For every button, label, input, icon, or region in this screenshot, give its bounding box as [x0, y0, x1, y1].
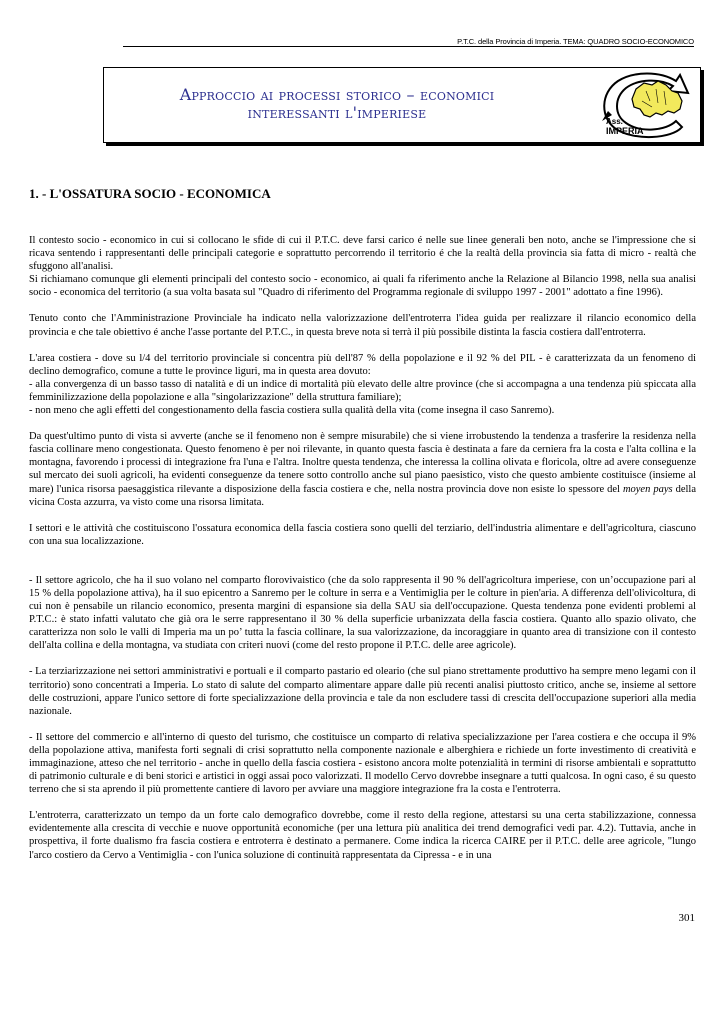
- title-box: [103, 67, 701, 143]
- paragraph-1: Il contesto socio - economico in cui si collocano le sfide di cui il P.T.C. deve farsi carico é nelle sue linee generali ben noto, anche se l'impressione che si ricava sentendo i rappresentanti delle principali categorie e soprattutto percorrendo il territorio é che la realtà della provincia sia fatta di micro - realtà che sfuggono all'analisi.: [29, 235, 696, 273]
- logo-graphic: [594, 71, 698, 141]
- paragraph-4-item-b: - non meno che agli effetti del congestionamento della fascia costiera sulla qualità della vita (come insegna il caso Sanremo).: [29, 405, 555, 417]
- paragraph-5-end: della vicina Costa azzurra, va visto come una risorsa limitata.: [29, 483, 696, 508]
- paragraph-8: - La terziarizzazione nei settori amministrativi e portuali e il comparto pastario ed oleario (che sul piano strettamente produttivo ha sempre meno legami con il territorio) sono concentrati a Imperia. Lo stato di salute del comparto alimentare appare dalle più recenti analisi piuttosto critico, anche se, insieme al settore delle costruzioni, appare l'unico settore di forte specializzazione della provincia e tale da non escludere tassi di crescita dell'occupazione superiori alla media nazionale.: [29, 666, 696, 717]
- paragraph-4: L'area costiera - dove su l/4 del territorio provinciale si concentra più dell'87 % della popolazione e il 92 % del PIL - è caratterizzata da un fenomeno di declino demografico, comune a tutte le province liguri, ma in questa area dovuto:: [29, 352, 696, 377]
- paragraph-7: - Il settore agricolo, che ha il suo volano nel comparto florovivaistico (che da solo rappresenta il 90 % dell'agricoltura imperiese, con un’occupazione pari al 15 % della popolazione attiva), ha il suo epicentro a Sanremo per le colture in serra e a Ventimiglia per le colture in pien'aria. A differenza dell'olivicoltura, di cui non è pensabile un rilancio economico, presenta margini di espansione sia della SAU sia dell'occupazione. Questa tendenza pone evidenti problemi al P.T.C.: è stato infatti valutato che già ora le serre rappresentano il 30 % della superficie urbanizzata della fascia costiera. Quanto allo spazio olivato, che caratterizza non solo le valli di Imperia ma un po’ tutta la fascia collinare, la sua valorizzazione, da incoraggiare in quanto area di transizione con il contesto dell'alta collina e della montagna, va studiata con criteri nuovi (come del resto propone il P.T.C. delle aree agricole).: [29, 574, 696, 652]
- paragraph-10: L'entroterra, caratterizzato un tempo da un forte calo demografico dovrebbe, come il resto della regione, attestarsi su una certa stabilizzazione, connessa evidentemente alla crescita di vecchie e nuove opportunità economiche (per una lettura più analitica dei trend demografici vedi par. 4.2). Tuttavia, anche in prospettiva, il forte dualismo fra fascia costiera e entroterra è destinato a permanere. Come indica la ricerca CAIRE per il P.T.C. delle aree agricole, "lungo l'arco costiero da Cervo a Ventimiglia - con l'unica soluzione di continuità rappresentata da Cipressa - e in una: [29, 810, 696, 861]
- paragraph-4-item-a: - alla convergenza di un basso tasso di natalità e di un indice di mortalità più elevato delle altre province (che si accompagna a una tendenza più spiccata alla femminilizzazione della popolazione e alla "singolarizzazione" della struttura familiare);: [29, 378, 696, 403]
- running-header: P.T.C. della Provincia di Imperia. TEMA: QUADRO SOCIO-ECONOMICO: [457, 37, 694, 46]
- paragraph-5-italic: moyen pays: [622, 483, 673, 495]
- body-text: [29, 234, 696, 862]
- header-rule: [123, 46, 694, 47]
- paragraph-3: Tenuto conto che l'Amministrazione Provinciale ha indicato nella valorizzazione dell'entroterra l'idea guida per realizzare il rilancio economico della provincia e che tale obiettivo é anche l'asse portante del P.T.C., in questa breve nota si terrà il più possibile distinta la fascia costiera dall'entroterra.: [29, 313, 696, 338]
- paragraph-5: [29, 430, 696, 509]
- province-logo: [594, 71, 698, 141]
- title-line-2: interessanti l'imperiese: [247, 103, 427, 122]
- title-line-1: Approccio ai processi storico – economici: [179, 85, 495, 104]
- paragraph-9: - Il settore del commercio e all'interno di questo del turismo, che costituisce un comparto di relativa specializzazione per l'area costiera e che occupa il 9% della popolazione attiva, manifesta forti segnali di crisi soprattutto nella componente nazionale e alberghiera e richiede un forte investimento di creatività e immaginazione, atteso che nel territorio - anche in quello della fascia costiera - esistono ancora molte potenzialità in termini di risorse ambientali e soprattutto di patrimonio culturale e di beni storici e artistici in oggi assai poco valorizzati. Il modello Cervo dovrebbe insegnare a tutti qualcosa. In ogni caso, é su questo terreno che si sta aprendo il più promettente cantiere di lavoro per avviare una maggiore integrazione fra la costa e l'entroterra.: [29, 731, 696, 796]
- section-heading: 1. - L'OSSATURA SOCIO - ECONOMICA: [29, 186, 271, 201]
- logo-text-1: Ass.: [606, 117, 623, 126]
- document-title: [104, 86, 570, 122]
- paragraph-6: I settori e le attività che costituiscono l'ossatura economica della fascia costiera sono quelli del terziario, dell'industria alimentare e dell'agricoltura, ciascuno con una sua localizzazione.: [29, 522, 696, 547]
- page-number: 301: [678, 912, 695, 924]
- logo-text-2: IMPERIA: [606, 126, 644, 136]
- paragraph-2: Si richiamano comunque gli elementi principali del contesto socio - economico, ai quali fa riferimento anche la Relazione al Bilancio 1998, nella sua analisi socio - economica del territorio (a sua volta basata sul "Quadro di riferimento del Programma regionale di sviluppo 1997 - 2001" adottato a fine 1996).: [29, 274, 696, 299]
- paragraph-5-text: Da quest'ultimo punto di vista si avverte (anche se il fenomeno non è sempre misurabile) che si viene irrobustendo la tendenza a trasferire la residenza nella fascia collinare meno congestionata. Questo fenomeno è per noi rilevante, in quanto questa fascia è destinata a fare da cerniera fra la costa e l'alta collina e la montagna, favorendo i processi di integrazione fra l'una e l'altra. Inoltre questa tendenza, che interessa la collina olivata e floricola, oltre ad avere conseguenze sul mercato dei suoli agricoli, ha evidenti conseguenze da tenere sotto controllo anche sul piano paesistico, visto che questo ambiente costituisce (insieme al mare) l'unica risorsa paesaggistica rilevante a disposizione della fascia costiera e che, nella nostra provincia dove non esiste lo spessore del: [29, 431, 696, 495]
